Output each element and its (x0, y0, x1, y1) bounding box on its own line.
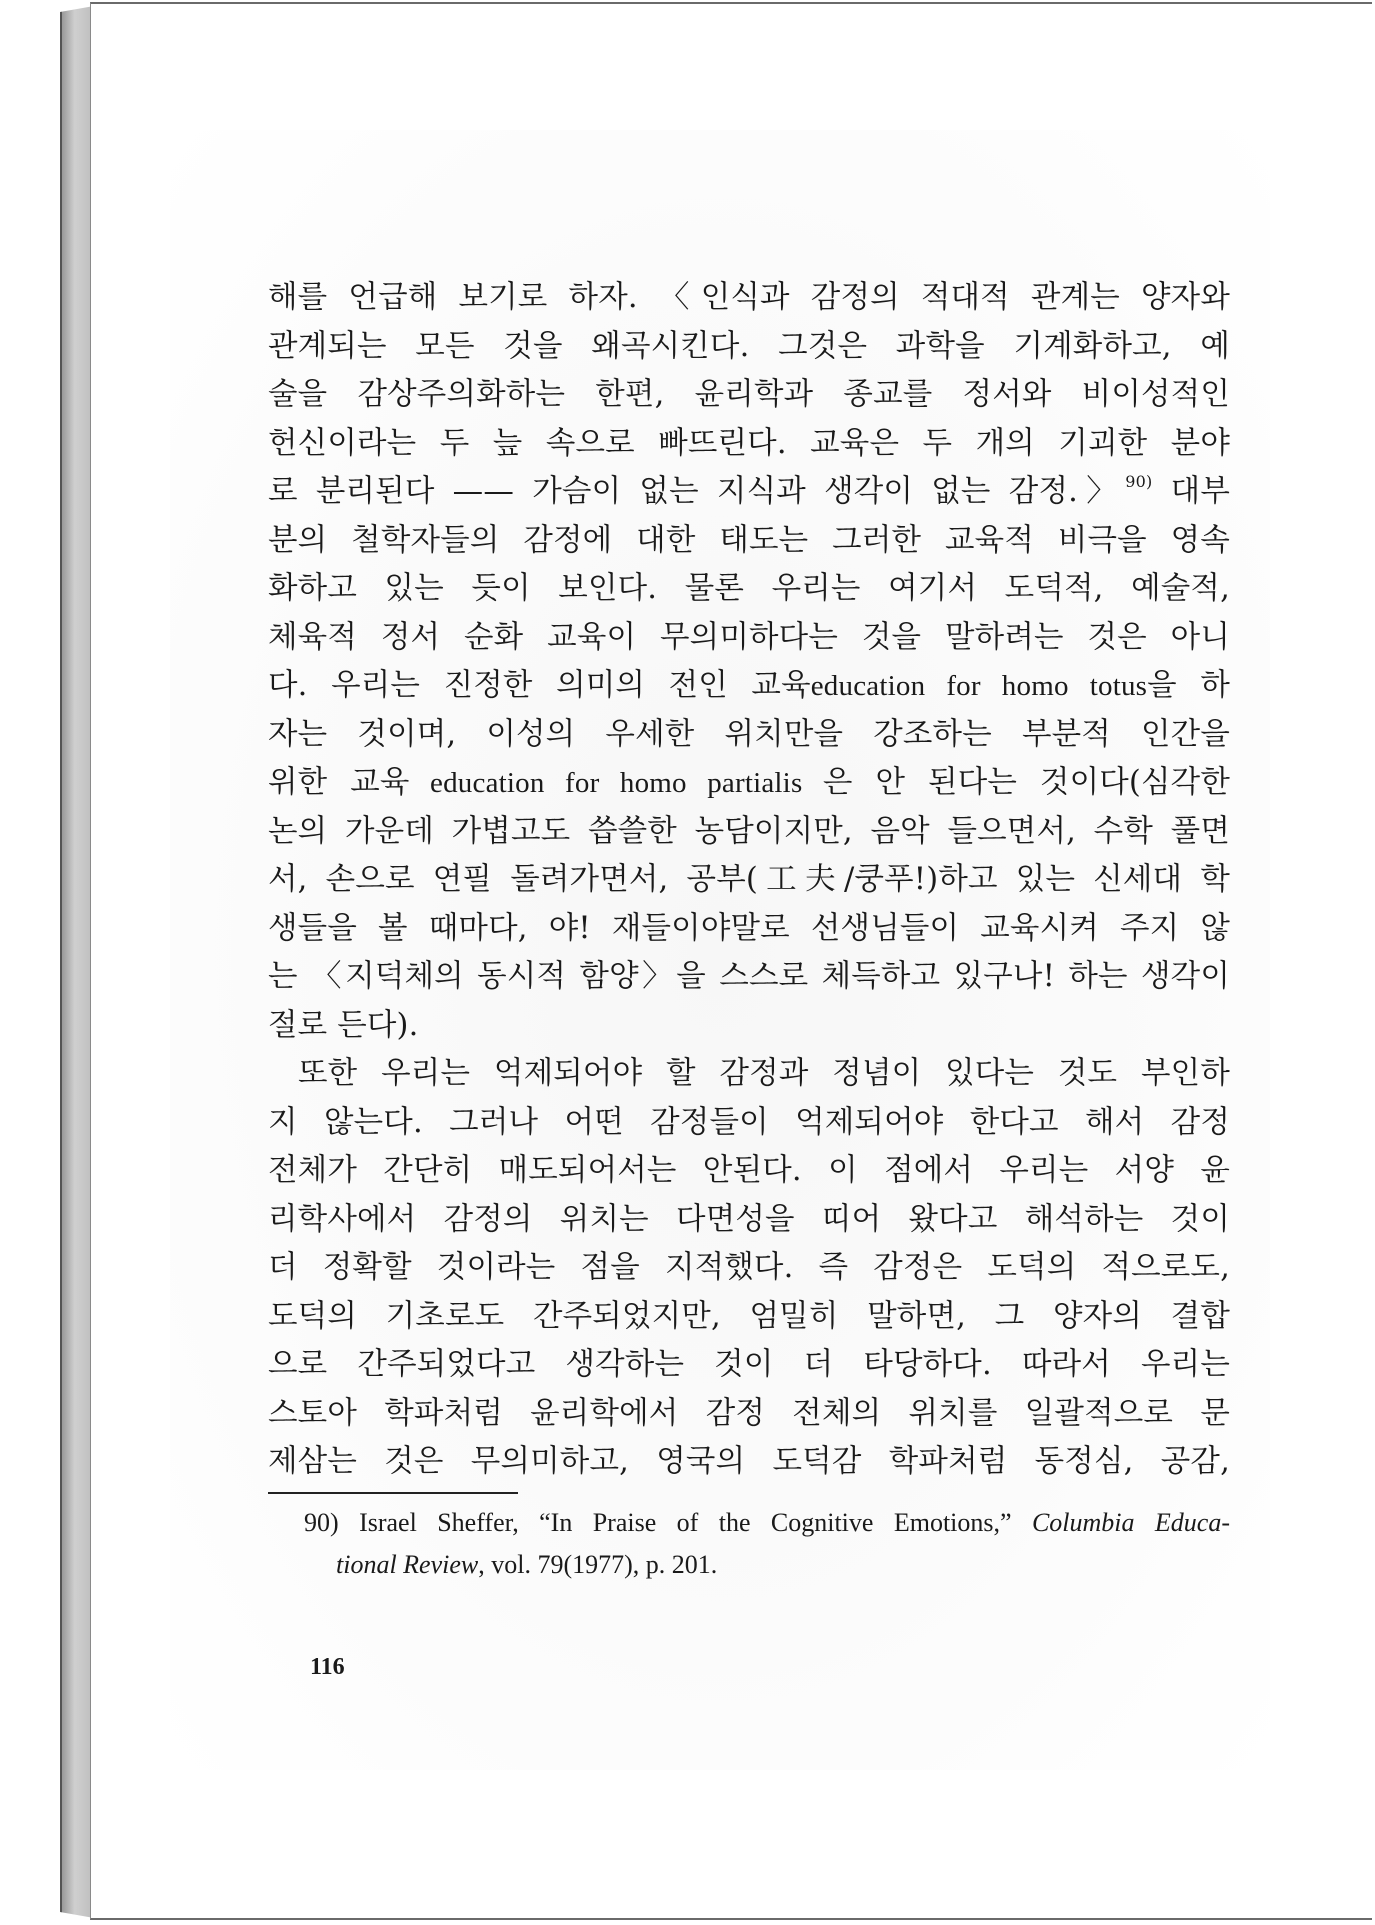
text-line: 도덕의 기초로도 간주되었지만, 엄밀히 말하면, 그 양자의 결합 (268, 1298, 1230, 1334)
page-number: 116 (310, 1654, 345, 1680)
footnote-reference: 90) (1125, 472, 1153, 491)
text-line: 생들을 볼 때마다, 야! 재들이야말로 선생님들이 교육시켜 주지 않 (268, 910, 1230, 946)
text-line: 절로 든다). (268, 1007, 419, 1043)
text-line: 지 않는다. 그러나 어떤 감정들이 억제되어야 한다고 해서 감정 (268, 1104, 1230, 1140)
text-line: 헌신이라는 두 늪 속으로 빠뜨린다. 교육은 두 개의 기괴한 분야 (268, 425, 1230, 461)
text-line: 분의 철학자들의 감정에 대한 태도는 그러한 교육적 비극을 영속 (268, 522, 1230, 558)
text-line: 관계되는 모든 것을 왜곡시킨다. 그것은 과학을 기계화하고, 예 (268, 328, 1230, 364)
text-line: 더 정확할 것이라는 점을 지적했다. 즉 감정은 도덕의 적으로도, (268, 1250, 1230, 1285)
book-spine (60, 6, 94, 1918)
text-line: 해를 언급해 보기로 하자. 〈인식과 감정의 적대적 관계는 양자와 (268, 280, 1230, 315)
text-line: 으로 간주되었다고 생각하는 것이 더 타당하다. 따라서 우리는 (268, 1347, 1230, 1382)
text-line: 자는 것이며, 이성의 우세한 위치만을 강조하는 부분적 인간을 (268, 716, 1230, 752)
text-line: 논의 가운데 가볍고도 씁쓸한 농담이지만, 음악 들으면서, 수학 풀면 (268, 813, 1230, 849)
footnote-number: 90) (304, 1508, 339, 1537)
body-text (268, 274, 1230, 1487)
footnote-line (304, 1544, 1230, 1586)
text-segment: 은 안 된다는 것이다(심각한 (822, 765, 1231, 800)
footnote-journal: tional Review (336, 1550, 479, 1579)
text-line (268, 662, 1230, 711)
text-line: 스토아 학파처럼 윤리학에서 감정 전체의 위치를 일괄적으로 문 (268, 1395, 1230, 1431)
footnote-author: Israel Sheffer, “In Praise of the Cognitive Emotions,” (359, 1508, 1012, 1537)
text-segment: 대부 (1152, 474, 1230, 509)
text-line: 술을 감상주의화하는 한편, 윤리학과 종교를 정서와 비이성적인 (268, 377, 1230, 412)
text-line: 전체가 간단히 매도되어서는 안된다. 이 점에서 우리는 서양 윤 (268, 1153, 1230, 1188)
text-line: 체육적 정서 순화 교육이 무의미하다는 것을 말하려는 것은 아니 (268, 619, 1230, 655)
footnote-rule (268, 1492, 518, 1494)
text-segment: 을 하 (1147, 668, 1230, 703)
text-line (268, 468, 1230, 517)
text-line: 제삼는 것은 무의미하고, 영국의 도덕감 학파처럼 동정심, 공감, (268, 1444, 1230, 1479)
latin-term: education for homo partialis (409, 767, 823, 799)
text-segment: 다. 우리는 진정한 의미의 전인 교육 (268, 668, 811, 703)
footnote-details: , vol. 79(1977), p. 201. (478, 1550, 718, 1579)
footnote-journal: Columbia Educa- (1031, 1508, 1230, 1537)
footnote (304, 1502, 1230, 1586)
paragraph-start-line: 또한 우리는 억제되어야 할 감정과 정념이 있다는 것도 부인하 (298, 1056, 1230, 1091)
latin-term: education for homo totus (810, 670, 1148, 702)
text-segment: 위한 교육 (268, 765, 410, 800)
text-line (268, 759, 1230, 808)
text-line: 는 〈지덕체의 동시적 함양〉을 스스로 체득하고 있구나! 하는 생각이 (268, 959, 1230, 994)
footnote-line (304, 1502, 1230, 1544)
text-line: 리학사에서 감정의 위치는 다면성을 띠어 왔다고 해석하는 것이 (268, 1201, 1230, 1237)
text-line: 서, 손으로 연필 돌려가면서, 공부(工夫/쿵푸!)하고 있는 신세대 학 (268, 862, 1230, 897)
text-line: 화하고 있는 듯이 보인다. 물론 우리는 여기서 도덕적, 예술적, (268, 571, 1230, 606)
text-segment: 로 분리된다 —— 가슴이 없는 지식과 생각이 없는 감정.〉 (268, 474, 1126, 509)
